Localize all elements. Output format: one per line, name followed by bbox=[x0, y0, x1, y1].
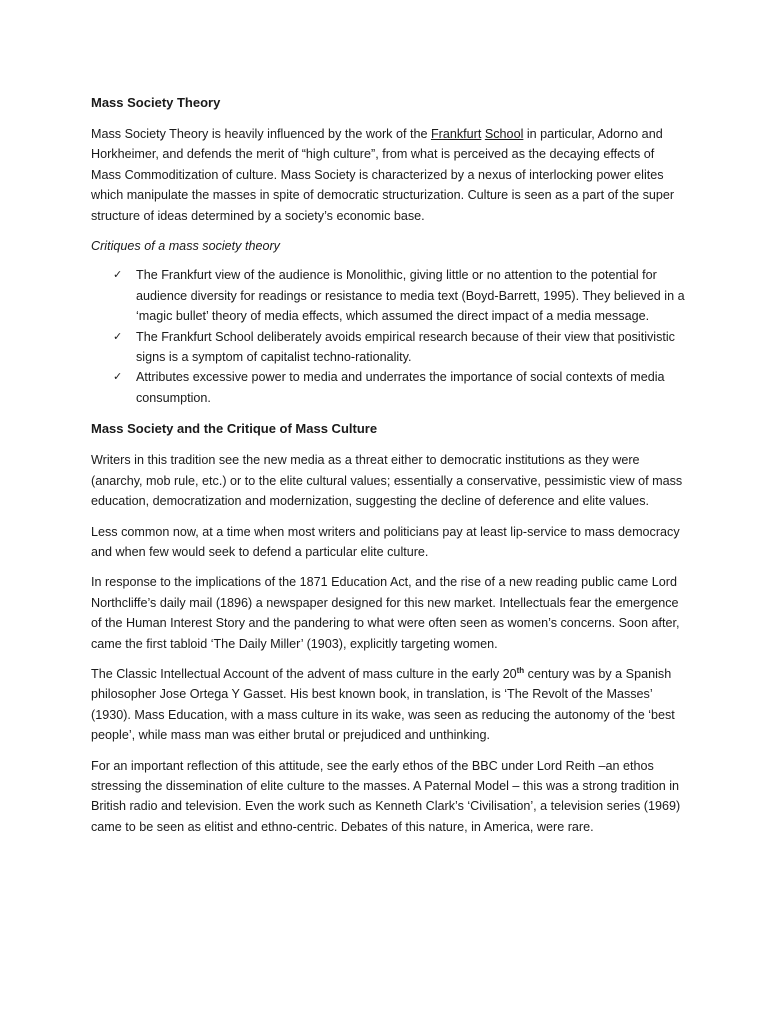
critique-item bbox=[91, 265, 687, 326]
classic-text-after: century was by a Spanish philosopher Jose Ortega Y Gasset. His best known book, in translation, is ‘The Revolt of the Masses’ (1930). Mass Education, with a mass culture in its wake, was seen as reducing the autonomy of the ‘best people’, while mass man was either brutal or prejudiced and unthinking. bbox=[91, 666, 675, 743]
superscript-th: th bbox=[516, 665, 525, 675]
critique-text: Attributes excessive power to media and underrates the importance of social contexts of media consumption. bbox=[136, 370, 665, 405]
critique-text: The Frankfurt School deliberately avoids empirical research because of their view that positivistic signs is a symptom of capitalist techno-rationality. bbox=[136, 329, 675, 365]
paragraph-classic-account bbox=[91, 664, 687, 746]
paragraph-bbc-reith: For an important reflection of this attitude, see the early ethos of the BBC under Lord Reith –an ethos stressing the dissemination of elite culture to the masses. A Paternal Model – this was a strong tradition in British radio and television. Even the work such as Kenneth Clark’s ‘Civilisation’, a television series (1969) came to be seen as elitist and ethno-centric. Debates of this nature, in America, were rare. bbox=[91, 758, 681, 834]
frankfurt-link: Frankfurt bbox=[430, 127, 482, 141]
intro-paragraph bbox=[91, 124, 687, 226]
critique-text: The Frankfurt view of the audience is Monolithic, giving little or no attention to the potential for audience diversity for readings or resistance to media text (Boyd-Barrett, 1995). They believed in a ‘magic bullet’ theory of media effects, which assumed the direct impact of a media message. bbox=[136, 268, 685, 324]
intro-text-after: in particular, Adorno and Horkheimer, and defends the merit of “high culture”, from what is perceived as the decaying effects of Mass Commoditization of culture. Mass Society is characterized by a nexus of interlocking power elites which manipulate the masses in spite of democratic structurization. Culture is seen as a part of the super structure of ideas determined by a society’s economic base. bbox=[91, 127, 675, 223]
section-heading-mass-society-theory: Mass Society Theory bbox=[91, 95, 221, 110]
critique-item bbox=[91, 367, 687, 408]
critiques-list bbox=[91, 265, 687, 408]
checkmark-icon: ✓ bbox=[113, 370, 123, 384]
paragraph-less-common: Less common now, at a time when most writers and politicians pay at least lip-service to mass democracy and when few would seek to defend a particular elite culture. bbox=[91, 524, 680, 559]
critiques-subheading: Critiques of a mass society theory bbox=[91, 239, 280, 254]
document-page bbox=[91, 93, 687, 847]
section-heading-critique-of-mass-culture: Mass Society and the Critique of Mass Culture bbox=[91, 421, 378, 437]
intro-text-before: Mass Society Theory is heavily influenced by the work of the bbox=[91, 127, 431, 141]
school-link: School bbox=[484, 127, 524, 141]
checkmark-icon: ✓ bbox=[113, 268, 123, 282]
checkmark-icon: ✓ bbox=[113, 329, 123, 343]
paragraph-writers-tradition: Writers in this tradition see the new media as a threat either to democratic institutions as they were (anarchy, mob rule, etc.) or to the elite cultural values; essentially a conservative, pessimistic view of mass education, democratization and modernization, suggesting the decline of deference and elite values. bbox=[91, 453, 683, 509]
paragraph-education-act: In response to the implications of the 1871 Education Act, and the rise of a new reading public came Lord Northcliffe’s daily mail (1896) a newspaper designed for this new market. Intellectuals fear the emergence of the Human Interest Story and the pandering to what were often seen as women’s concerns. Soon after, came the first tabloid ‘The Daily Miller’ (1903), explicitly targeting women. bbox=[91, 575, 680, 651]
classic-text-before: The Classic Intellectual Account of the advent of mass culture in the early 20 bbox=[91, 666, 517, 681]
critique-item bbox=[91, 327, 687, 368]
